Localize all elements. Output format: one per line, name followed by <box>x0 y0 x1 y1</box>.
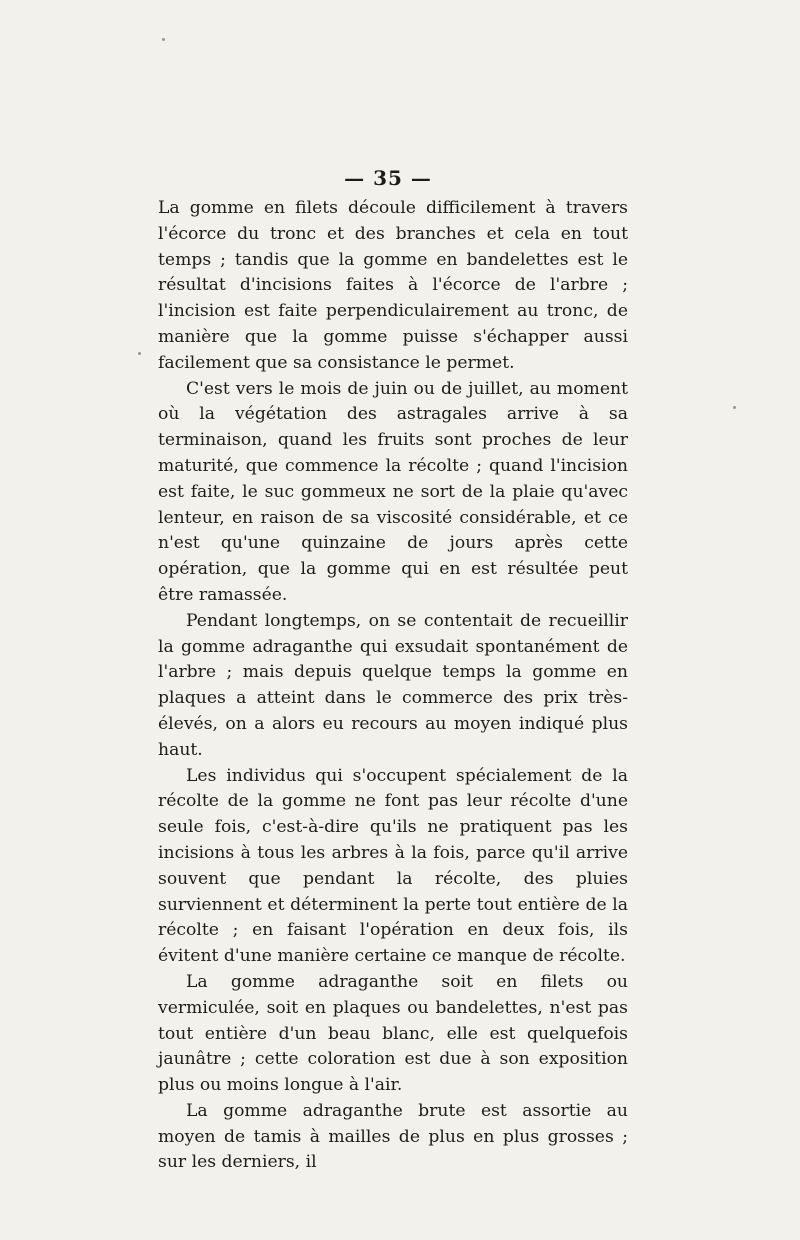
paragraph-2: C'est vers le mois de juin ou de juillet, au moment où la végétation des astragales arrive à sa terminaison, quand les fruits sont proches de leur maturité, que commence la récolte ; quand l'incision est faite, le suc gommeux ne sort de la plaie qu'avec lenteur, en raison de sa viscosité considérable, et ce n'est qu'une quinzaine de jours après cette opération, que la gomme qui en est résultée peut être ramassée. <box>158 378 628 605</box>
paragraph-4: Les individus qui s'occupent spécialement de la récolte de la gomme ne font pas leur récolte d'une seule fois, c'est-à-dire qu'ils ne pratiquent pas les incisions à tous les arbres à la fois, parce qu'il arrive souvent que pendant la récolte, des pluies surviennent et déterminent la perte tout entière de la récolte ; en faisant l'opération en deux fois, ils évitent d'une manière certaine ce manque de récolte. <box>158 765 628 967</box>
paragraph-3: Pendant longtemps, on se contentait de recueillir la gomme adraganthe qui exsudait spontanément de l'arbre ; mais depuis quelque temps la gomme en plaques a atteint dans le commerce des prix très-élevés, on a alors eu recours au moyen indiqué plus haut. <box>158 610 628 760</box>
body-text <box>158 196 628 1176</box>
paragraph-6: La gomme adraganthe brute est assortie au moyen de tamis à mailles de plus en plus grosses ; sur les derniers, il <box>158 1100 628 1173</box>
paragraph-5: La gomme adraganthe soit en filets ou vermiculée, soit en plaques ou bandelettes, n'est pas tout entière d'un beau blanc, elle est quelquefois jaunâtre ; cette coloration est due à son exposition plus ou moins longue à l'air. <box>158 971 628 1096</box>
paper-speck <box>162 38 165 41</box>
paragraph-1: La gomme en filets découle difficilement à travers l'écorce du tronc et des branches et cela en tout temps ; tandis que la gomme en bandelettes est le résultat d'incisions faites à l'écorce de l'arbre ; l'incision est faite perpendiculairement au tronc, de manière que la gomme puisse s'échapper aussi facilement que sa consistance le permet. <box>158 198 628 373</box>
page-number: — 35 — <box>344 166 432 190</box>
paper-speck <box>138 352 141 355</box>
paper-speck <box>733 406 736 409</box>
